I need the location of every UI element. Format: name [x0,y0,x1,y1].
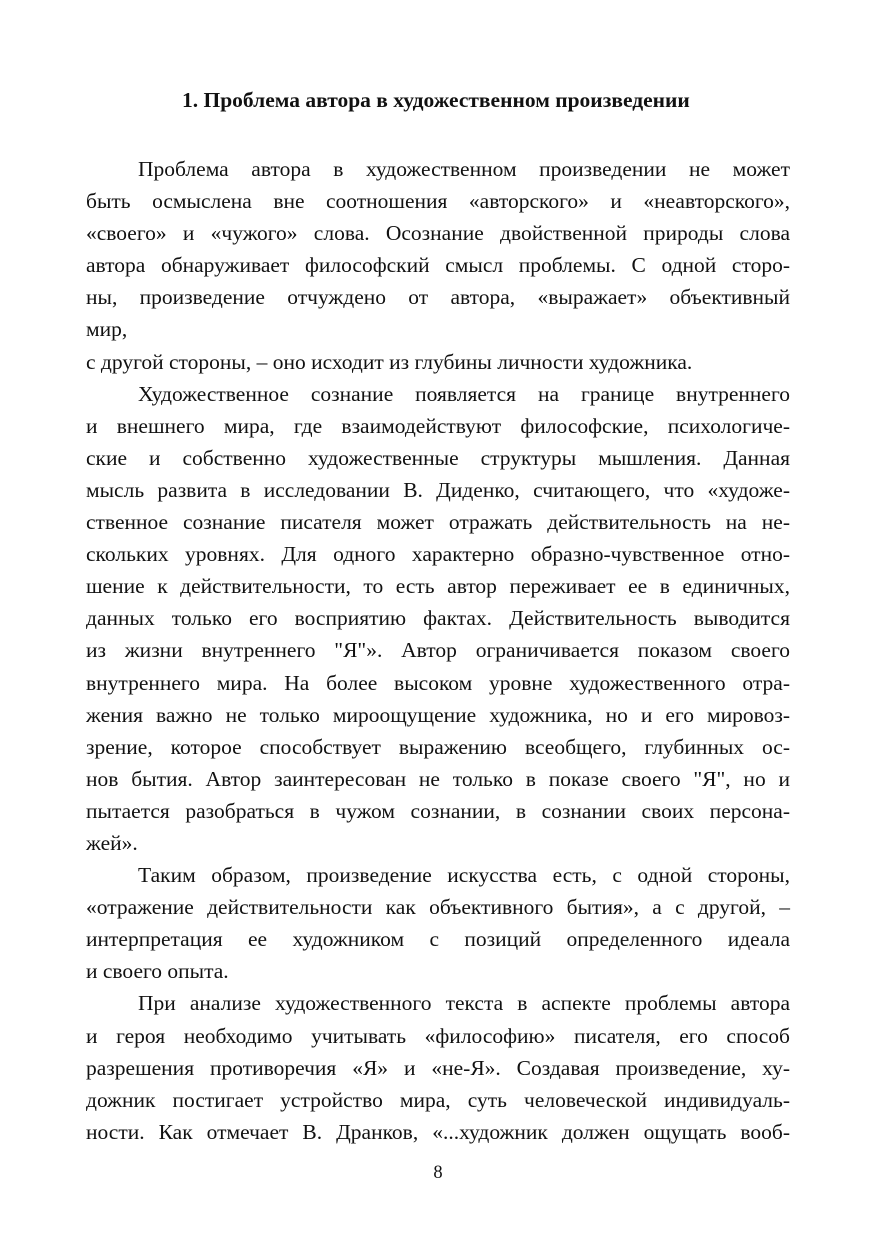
text-line: ские и собственно художественные структуры мышления. Данная [86,445,790,470]
paragraph [86,987,790,1147]
text-line: внутреннего мира. На более высоком уровне художественного отра- [86,670,790,695]
text-line: данных только его восприятию фактах. Действительность выводится [86,606,790,631]
text-line: Художественное сознание появляется на границе внутреннего [138,381,790,406]
text-line: мир, [86,317,128,342]
text-line: «своего» и «чужого» слова. Осознание двойственной природы слова [86,221,790,246]
paragraph [86,153,790,378]
text-line: разрешения противоречия «Я» и «не-Я». Создавая произведение, ху- [86,1055,790,1080]
text-line: Проблема автора в художественном произведении не может [138,157,790,181]
text-line: При анализе художественного текста в аспекте проблемы автора [138,991,790,1016]
text-line: автора обнаруживает философский смысл проблемы. С одной сторо- [86,253,790,278]
text-line: и героя необходимо учитывать «философию» писателя, его способ [86,1023,790,1048]
text-line: «отражение действительности как объективного бытия», а с другой, – [86,895,790,920]
text-line: ности. Как отмечает В. Дранков, «...художник должен ощущать вооб- [86,1119,790,1144]
text-line: с другой стороны, – оно исходит из глубины личности художника. [86,349,693,374]
text-line: жей». [86,830,138,855]
paragraph [86,859,790,987]
text-line: и своего опыта. [86,959,229,984]
page-number: 8 [433,1163,443,1183]
text-line: скольких уровнях. Для одного характерно образно-чувственное отно- [86,542,790,567]
text-line: дожник постигает устройство мира, суть человеческой индивидуаль- [86,1087,790,1112]
text-line: ны, произведение отчуждено от автора, «выражает» объективный [86,285,790,310]
text-line: нов бытия. Автор заинтересован не только в показе своего "Я", но и [86,766,790,791]
text-line: зрение, которое способствует выражению всеобщего, глубинных ос- [86,734,790,759]
text-line: жения важно не только мироощущение художника, но и его мировоз- [86,702,790,727]
text-line: и внешнего мира, где взаимодействуют философские, психологиче- [86,413,790,438]
text-line: Таким образом, произведение искусства есть, с одной стороны, [138,863,790,888]
text-line: мысль развита в исследовании В. Диденко, считающего, что «художе- [86,477,790,502]
body-text [86,153,790,1148]
paragraph [86,378,790,859]
text-line: интерпретация ее художником с позиций определенного идеала [86,927,790,952]
text-line: из жизни внутреннего "Я"». Автор ограничивается показом своего [86,638,790,663]
text-line: пытается разобраться в чужом сознании, в сознании своих персона- [86,798,790,823]
text-line: шение к действительности, то есть автор переживает ее в единичных, [86,574,790,599]
section-title: 1. Проблема автора в художественном произведении [182,88,690,112]
text-line: быть осмыслена вне соотношения «авторского» и «неавторского», [86,189,790,214]
text-line: ственное сознание писателя может отражать действительность на не- [86,510,790,535]
